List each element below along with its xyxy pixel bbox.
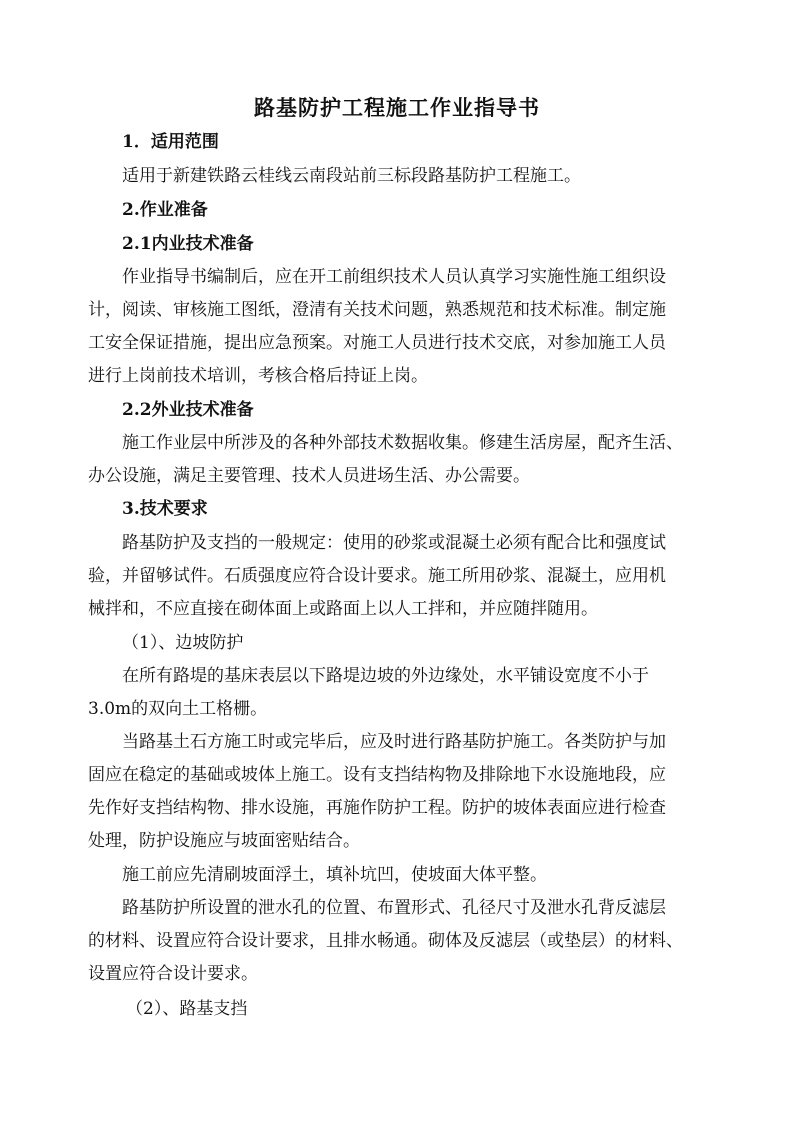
paragraph-line: 当路基土石方施工时或完毕后，应及时进行路基防护施工。各类防护与加 <box>122 732 666 752</box>
paragraph-scope: 适用于新建铁路云桂线云南段站前三标段路基防护工程施工。 <box>122 166 581 186</box>
subheading-slope-protection: （1）、边坡防护 <box>122 633 244 653</box>
subheading-subgrade-retaining: （2）、路基支挡 <box>126 999 248 1019</box>
paragraph-line: 作业指导书编制后，应在开工前组织技术人员认真学习实施性施工组织设 <box>122 267 666 287</box>
paragraph-line: 的材料、设置应符合设计要求，且排水畅通。砌体及反滤层（或垫层）的材料、 <box>88 931 683 951</box>
paragraph-line: 3.0m的双向土工格栅。 <box>88 699 268 719</box>
heading-internal-prep: 2.1内业技术准备 <box>122 234 254 254</box>
paragraph-line: 计，阅读、审核施工图纸，澄清有关技术问题，熟悉规范和技术标准。制定施 <box>88 300 666 320</box>
paragraph-line: 固应在稳定的基础或坡体上施工。设有支挡结构物及排除地下水设施地段，应 <box>88 765 666 785</box>
paragraph-line: 路基防护所设置的泄水孔的位置、布置形式、孔径尺寸及泄水孔背反滤层 <box>122 898 666 918</box>
heading-external-prep: 2.2外业技术准备 <box>122 400 254 420</box>
paragraph-line: 设置应符合设计要求。 <box>88 964 258 984</box>
paragraph-line: 械拌和，不应直接在砌体面上或路面上以人工拌和，并应随拌随用。 <box>88 599 598 619</box>
paragraph-line: 路基防护及支挡的一般规定：使用的砂浆或混凝土必须有配合比和强度试 <box>122 533 666 553</box>
document-title: 路基防护工程施工作业指导书 <box>254 95 540 120</box>
paragraph-line: 办公设施，满足主要管理、技术人员进场生活、办公需要。 <box>88 466 530 486</box>
paragraph-line: 进行上岗前技术培训，考核合格后持证上岗。 <box>88 366 428 386</box>
paragraph-line: 验，并留够试件。石质强度应符合设计要求。施工所用砂浆、混凝土，应用机 <box>88 566 666 586</box>
heading-scope: 1．适用范围 <box>122 132 219 152</box>
paragraph-line: 先作好支挡结构物、排水设施，再施作防护工程。防护的坡体表面应进行检查 <box>88 798 666 818</box>
paragraph-line: 施工作业层中所涉及的各种外部技术数据收集。修建生活房屋，配齐生活、 <box>122 433 683 453</box>
heading-preparation: 2.作业准备 <box>122 200 208 220</box>
paragraph-line: 工安全保证措施，提出应急预案。对施工人员进行技术交底，对参加施工人员 <box>88 333 666 353</box>
paragraph-line: 在所有路堤的基床表层以下路堤边坡的外边缘处，水平铺设宽度不小于 <box>122 666 649 686</box>
paragraph-line: 处理，防护设施应与坡面密贴结合。 <box>88 831 360 851</box>
heading-tech-requirements: 3.技术要求 <box>122 499 208 519</box>
paragraph-line: 施工前应先清刷坡面浮土，填补坑凹，使坡面大体平整。 <box>122 865 547 885</box>
